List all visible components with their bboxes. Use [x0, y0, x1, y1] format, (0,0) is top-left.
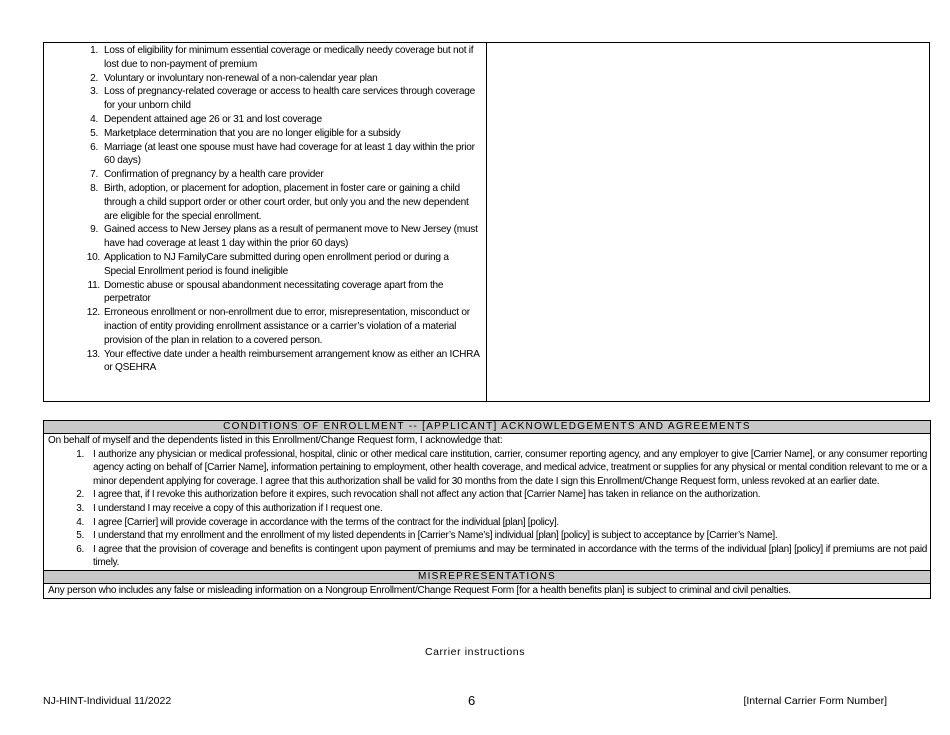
list-item — [44, 529, 930, 543]
list-number: 8. — [90, 182, 98, 194]
list-number: 11. — [87, 279, 100, 291]
list-text: I authorize any physician or medical professional, hospital, clinic or other medical care institution, carrier, consumer reporting agency, and any employer to give [Carrier Name], or any consumer reporting agency acting on behalf of [Carrier Name], information pertaining to employment, other health coverage, and medical advice, treatment or supplies for any physical or mental condition relevant to me or a minor dependent applying for coverage. I agree that this authorization shall be valid for 30 months from the date I sign this Enrollment/Change Request form, unless revoked at an earlier date. — [93, 448, 927, 487]
list-item — [44, 182, 486, 223]
list-item — [44, 488, 930, 502]
list-number: 10. — [86, 251, 100, 263]
footer-form-id: NJ-HINT-Individual 11/2022 — [43, 695, 172, 707]
list-text: Marriage (at least one spouse must have had coverage for at least 1 day within the prior 60 days) — [104, 141, 475, 167]
conditions-header: CONDITIONS OF ENROLLMENT -- [APPLICANT] ACKNOWLEDGEMENTS AND AGREEMENTS — [44, 421, 930, 434]
list-text: Your effective date under a health reimbursement arrangement know as either an ICHRA or QSEHRA — [104, 348, 480, 374]
list-item — [44, 85, 486, 113]
list-text: Application to NJ FamilyCare submitted during open enrollment period or during a Special Enrollment period is found ineligible — [104, 251, 449, 277]
qualifying-events-list — [44, 44, 486, 375]
list-item — [44, 502, 930, 516]
list-number: 6. — [76, 543, 84, 555]
list-item — [44, 141, 486, 169]
list-number: 1. — [76, 448, 84, 460]
list-item — [44, 113, 486, 127]
list-number: 2. — [90, 72, 98, 84]
list-text: I understand I may receive a copy of this authorization if I request one. — [93, 502, 383, 514]
list-text: I agree that, if I revoke this authorization before it expires, such revocation shall not affect any action that [Carrier Name] has taken in reliance on the authorization. — [93, 489, 761, 501]
list-number: 2. — [76, 489, 84, 501]
list-number: 3. — [76, 502, 84, 514]
qualifying-events-cell — [44, 43, 487, 401]
list-number: 5. — [76, 530, 84, 542]
page-number: 6 — [468, 693, 476, 708]
list-number: 4. — [90, 113, 98, 125]
list-item — [44, 72, 486, 86]
list-item — [44, 223, 486, 251]
list-item — [44, 306, 486, 347]
list-item — [44, 279, 486, 307]
misrepresentations-header: MISREPRESENTATIONS — [44, 570, 930, 584]
internal-form-number: [Internal Carrier Form Number] — [743, 695, 887, 707]
list-item — [44, 448, 930, 489]
conditions-intro: On behalf of myself and the dependents listed in this Enrollment/Change Request form, I acknowledge that: — [48, 435, 503, 446]
list-text: Loss of pregnancy-related coverage or access to health care services through coverage for your unborn child — [104, 86, 475, 112]
list-text: Marketplace determination that you are no longer eligible for a subsidy — [104, 127, 401, 139]
list-text: Birth, adoption, or placement for adoption, placement in foster care or gaining a child through a child support order or other court order, but only you and the new dependent are eligible for the special enrollment. — [104, 182, 469, 222]
list-number: 6. — [90, 141, 98, 153]
list-item — [44, 127, 486, 141]
list-number: 3. — [90, 86, 98, 98]
list-text: Erroneous enrollment or non-enrollment due to error, misrepresentation, misconduct or inaction of entity providing enrollment assistance or a carrier’s violation of a material provision of the plan in relation to a covered person. — [104, 307, 470, 346]
list-item — [44, 44, 486, 72]
list-text: Gained access to New Jersey plans as a result of permanent move to New Jersey (must have had coverage at least 1 day within the prior 60 days) — [104, 224, 478, 250]
list-item — [44, 168, 486, 182]
list-number: 7. — [90, 169, 98, 181]
list-number: 13. — [86, 348, 100, 360]
list-number: 12. — [86, 307, 100, 319]
list-text: Domestic abuse or spousal abandonment necessitating coverage apart from the perpetrator — [104, 279, 444, 305]
conditions-of-enrollment-section — [43, 420, 931, 599]
list-text: Voluntary or involuntary non-renewal of a non-calendar year plan — [104, 72, 378, 84]
list-text: Loss of eligibility for minimum essential coverage or medically needy coverage but not if lost due to non-payment of premium — [104, 45, 474, 70]
list-text: I agree that the provision of coverage and benefits is contingent upon payment of premiums and may be terminated in accordance with the terms of the individual [plan] [policy] if premiums are not paid timely. — [93, 543, 927, 569]
carrier-instructions: Carrier instructions — [424, 646, 526, 658]
list-item — [44, 516, 930, 530]
list-item — [44, 543, 930, 570]
list-number: 5. — [90, 127, 98, 139]
list-text: I understand that my enrollment and the enrollment of my listed dependents in [Carrier’s Name’s] individual [plan] [policy] is subject to acceptance by [Carrier’s Name]. — [93, 530, 778, 542]
list-text: I agree [Carrier] will provide coverage in accordance with the terms of the contract for the individual [plan] [policy]. — [93, 516, 559, 528]
list-number: 9. — [90, 224, 98, 236]
list-text: Dependent attained age 26 or 31 and lost coverage — [104, 113, 322, 125]
list-item — [44, 348, 486, 376]
list-number: 4. — [76, 516, 84, 528]
list-item — [44, 251, 486, 279]
acknowledgements-list — [44, 448, 930, 570]
misrepresentations-text: Any person who includes any false or misleading information on a Nongroup Enrollment/Change Request Form [for a health benefits plan] is subject to criminal and civil penalties. — [48, 584, 791, 596]
empty-cell — [487, 43, 929, 401]
list-text: Confirmation of pregnancy by a health care provider — [104, 169, 324, 181]
list-number: 1. — [90, 45, 98, 56]
qualifying-events-table — [43, 42, 930, 402]
